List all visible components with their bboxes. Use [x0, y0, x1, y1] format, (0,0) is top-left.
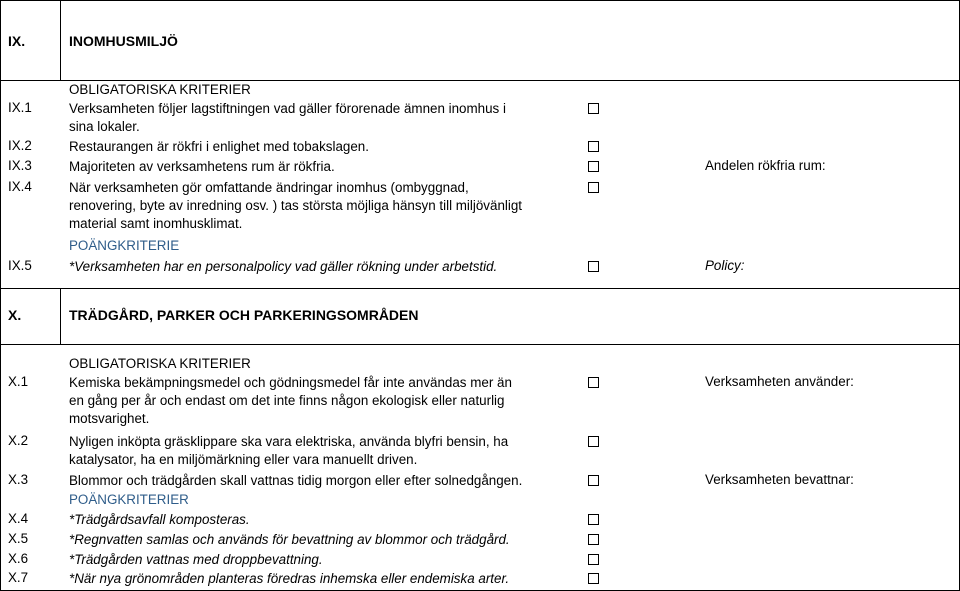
criterion-text [69, 511, 569, 529]
criterion-number: X.2 [8, 433, 29, 448]
criterion-checkbox[interactable] [588, 534, 599, 545]
criterion-line: *Verksamheten har en personalpolicy vad gäller rökning under arbetstid. [69, 259, 498, 274]
section-x-title: TRÄDGÅRD, PARKER OCH PARKERINGSOMRÅDEN [69, 307, 419, 323]
section-x-mandatory-header: OBLIGATORISKA KRITERIER [69, 356, 251, 371]
criterion-checkbox[interactable] [588, 475, 599, 486]
section-x-top-border [0, 288, 960, 289]
criterion-checkbox[interactable] [588, 554, 599, 565]
section-ix-divider [60, 0, 61, 80]
criterion-checkbox[interactable] [588, 436, 599, 447]
criterion-line: *Regnvatten samlas och används för bevattning av blommor och trädgård. [69, 532, 510, 547]
criterion-number: X.6 [8, 551, 29, 566]
criterion-checkbox[interactable] [588, 514, 599, 525]
section-x-divider [60, 288, 61, 344]
section-ix-points-header: POÄNGKRITERIE [69, 238, 180, 253]
criterion-number: IX.4 [8, 179, 32, 194]
criterion-text [69, 179, 579, 233]
section-x-number: X. [8, 307, 22, 323]
criterion-line: Verksamheten följer lagstiftningen vad gäller förorenade ämnen inomhus i [69, 101, 506, 116]
criterion-checkbox[interactable] [588, 161, 599, 172]
section-ix-mandatory-header: OBLIGATORISKA KRITERIER [69, 82, 251, 97]
criterion-line: katalysator, ha en miljömärkning eller vara manuellt driven. [69, 452, 418, 467]
criterion-checkbox[interactable] [588, 141, 599, 152]
criterion-checkbox[interactable] [588, 103, 599, 114]
criterion-line: *Trädgården vattnas med droppbevattning. [69, 552, 323, 567]
criterion-number: IX.5 [8, 258, 32, 273]
criterion-line: renovering, byte av inredning osv. ) tas största möjliga hänsyn till miljövänligt [69, 198, 523, 213]
criterion-line: material samt inomhusklimat. [69, 216, 243, 231]
criterion-text [69, 374, 569, 428]
criterion-checkbox[interactable] [588, 573, 599, 584]
criterion-checkbox[interactable] [588, 377, 599, 388]
section-ix-title: INOMHUSMILJÖ [69, 33, 178, 49]
criterion-line: När verksamheten gör omfattande ändringar inomhus (ombyggnad, [69, 180, 469, 195]
criterion-text [69, 138, 569, 156]
table-top-border [0, 0, 960, 1]
criterion-line: Majoriteten av verksamhetens rum är rökfria. [69, 159, 335, 174]
criterion-text [69, 570, 569, 588]
criterion-checkbox[interactable] [588, 261, 599, 272]
criterion-text [69, 472, 584, 490]
criterion-text [69, 433, 569, 469]
section-ix-number: IX. [8, 33, 26, 49]
criterion-number: X.7 [8, 570, 29, 585]
criterion-number: X.3 [8, 472, 29, 487]
criterion-number: IX.3 [8, 158, 32, 173]
section-x-header-border [0, 344, 960, 345]
criterion-text [69, 531, 569, 549]
criterion-checkbox[interactable] [588, 182, 599, 193]
criterion-note: Verksamheten använder: [705, 374, 854, 389]
criterion-note: Policy: [705, 258, 745, 273]
table-left-border [0, 0, 1, 591]
criterion-number: X.1 [8, 374, 29, 389]
criterion-line: motsvarighet. [69, 411, 150, 426]
criterion-line: *Trädgårdsavfall komposteras. [69, 512, 250, 527]
criterion-line: sina lokaler. [69, 119, 140, 134]
criterion-note: Andelen rökfria rum: [705, 158, 826, 173]
criterion-line: Nyligen inköpta gräsklippare ska vara elektriska, använda blyfri bensin, ha [69, 434, 509, 449]
criterion-line: Kemiska bekämpningsmedel och gödningsmedel får inte användas mer än [69, 375, 512, 390]
section-ix-header-border [0, 80, 960, 81]
criterion-line: *När nya grönområden planteras föredras inhemska eller endemiska arter. [69, 571, 510, 586]
section-x-points-header: POÄNGKRITERIER [69, 492, 189, 507]
criterion-number: IX.2 [8, 138, 32, 153]
criterion-number: X.5 [8, 531, 29, 546]
criterion-line: Restaurangen är rökfri i enlighet med tobakslagen. [69, 139, 369, 154]
criterion-line: Blommor och trädgården skall vattnas tidig morgon eller efter solnedgången. [69, 473, 523, 488]
criterion-text [69, 258, 569, 276]
criterion-number: X.4 [8, 511, 29, 526]
criterion-number: IX.1 [8, 100, 32, 115]
criterion-note: Verksamheten bevattnar: [705, 472, 854, 487]
criterion-text [69, 158, 569, 176]
criterion-line: en gång per år och endast om det inte finns någon ekologisk eller naturlig [69, 393, 505, 408]
criterion-text [69, 100, 569, 136]
criterion-text [69, 551, 569, 569]
